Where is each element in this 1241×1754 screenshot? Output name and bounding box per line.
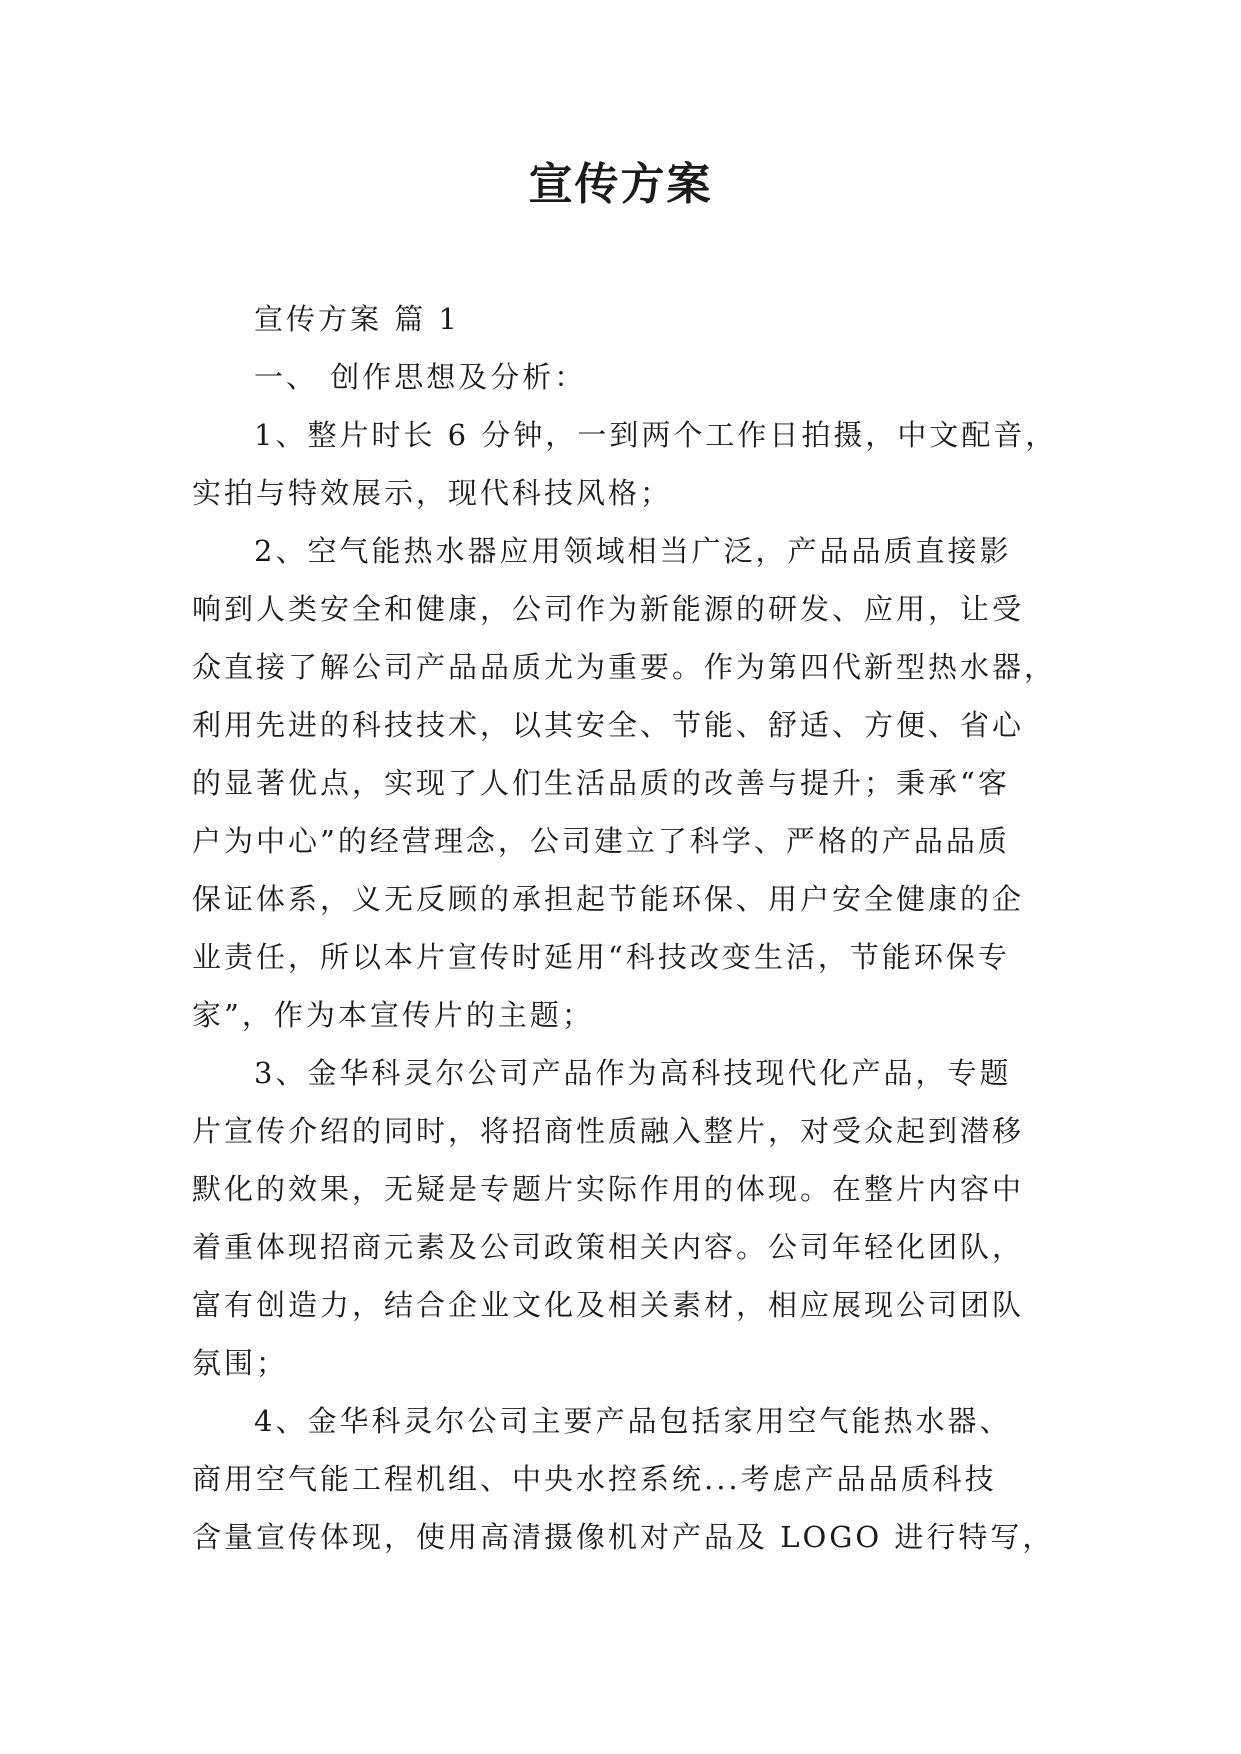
- paragraph-line: 保证体系，义无反顾的承担起节能环保、用户安全健康的企: [192, 882, 1025, 916]
- paragraph-line: 众直接了解公司产品品质尤为重要。作为第四代新型热水器，: [192, 650, 1057, 684]
- section-heading: 宣传方案 篇 1: [254, 302, 460, 336]
- paragraph-line: 富有创造力，结合企业文化及相关素材，相应展现公司团队: [192, 1288, 1025, 1322]
- paragraph-line: 2、空气能热水器应用领域相当广泛，产品品质直接影: [254, 534, 1012, 568]
- paragraph-line: 商用空气能工程机组、中央水控系统...考虑产品品质科技: [192, 1462, 997, 1496]
- paragraph-line: 实拍与特效展示，现代科技风格；: [192, 476, 673, 510]
- paragraph-line: 业责任，所以本片宣传时延用“科技改变生活，节能环保专: [192, 940, 1010, 974]
- paragraph-line: 3、金华科灵尔公司产品作为高科技现代化产品，专题: [254, 1056, 1012, 1090]
- paragraph-line: 家”，作为本宣传片的主题；: [192, 998, 594, 1032]
- paragraph-line: 着重体现招商元素及公司政策相关内容。公司年轻化团队，: [192, 1230, 1025, 1264]
- paragraph-line: 4、金华科灵尔公司主要产品包括家用空气能热水器、: [254, 1404, 1012, 1438]
- paragraph-line: 含量宣传体现，使用高清摄像机对产品及 LOGO 进行特写，: [192, 1520, 1055, 1554]
- subheading: 一、 创作思想及分析：: [254, 360, 587, 394]
- paragraph: [192, 522, 1062, 1044]
- document-body: [192, 290, 1062, 1566]
- paragraph-line: 利用先进的科技技术，以其安全、节能、舒适、方便、省心: [192, 708, 1025, 742]
- paragraph-line: 默化的效果，无疑是专题片实际作用的体现。在整片内容中: [192, 1172, 1025, 1206]
- paragraph-line: 氛围；: [192, 1346, 289, 1380]
- paragraph-line: 响到人类安全和健康，公司作为新能源的研发、应用，让受: [192, 592, 1025, 626]
- document-title: 宣传方案: [528, 159, 713, 210]
- paragraph: [192, 406, 1062, 522]
- paragraph-line: 1、整片时长 6 分钟，一到两个工作日拍摄，中文配音，: [254, 418, 1058, 452]
- paragraph-line: 户为中心”的经营理念，公司建立了科学、严格的产品品质: [192, 824, 1010, 858]
- paragraph: [192, 1044, 1062, 1392]
- paragraph-line: 的显著优点，实现了人们生活品质的改善与提升；秉承“客: [192, 766, 1010, 800]
- paragraph-line: 片宣传介绍的同时，将招商性质融入整片，对受众起到潜移: [192, 1114, 1025, 1148]
- paragraph: [192, 1392, 1062, 1566]
